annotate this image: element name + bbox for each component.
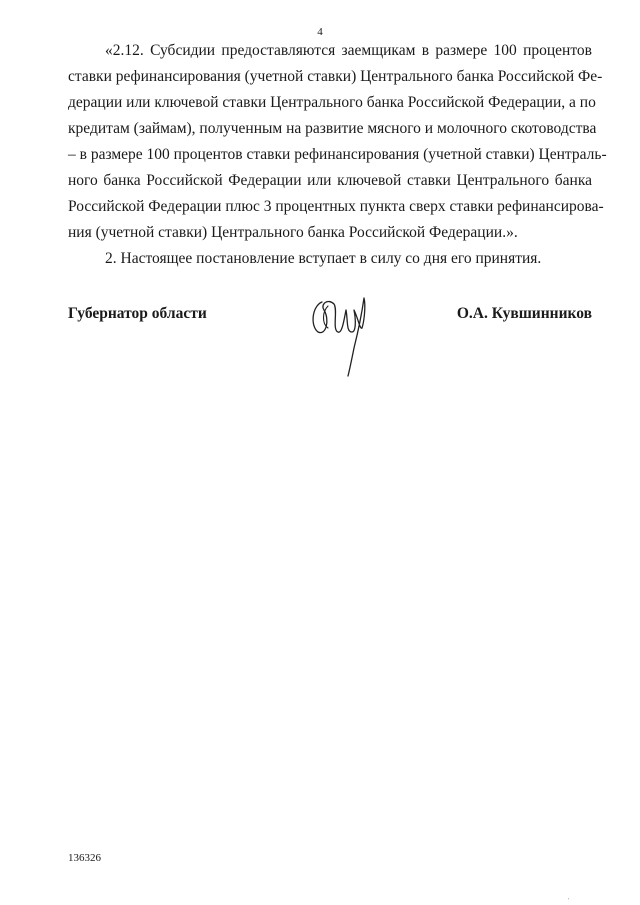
paragraph-line: кредитам (займам), полученным на развитие мясного и молочного скотоводства (68, 120, 597, 137)
paragraph-line: Российской Федерации плюс 3 процентных пункта сверх ставки рефинансирова- (68, 198, 604, 215)
paragraph-line: дерации или ключевой ставки Центрального банка Российской Федерации, а по (68, 94, 596, 111)
paragraph-line: ставки рефинансирования (учетной ставки) Центрального банка Российской Фе- (68, 68, 603, 85)
paragraph-line: ния (учетной ставки) Центрального банка Российской Федерации.». (68, 224, 518, 241)
signatory-title: Губернатор области (68, 305, 207, 322)
corner-mark: ' (568, 898, 570, 904)
page-number: 4 (317, 26, 323, 38)
paragraph-line: «2.12. Субсидии предоставляются заемщикам в размере 100 процентов (105, 42, 592, 59)
paragraph-line: – в размере 100 процентов ставки рефинансирования (учетной ставки) Централь- (68, 146, 607, 163)
signatory-name: О.А. Кувшинников (456, 305, 592, 322)
handwritten-signature (308, 292, 372, 378)
paragraph-line: ного банка Российской Федерации или ключевой ставки Центрального банка (68, 172, 592, 189)
document-code: 136326 (68, 852, 101, 864)
effective-date-paragraph: 2. Настоящее постановление вступает в силу со дня его принятия. (105, 250, 542, 267)
